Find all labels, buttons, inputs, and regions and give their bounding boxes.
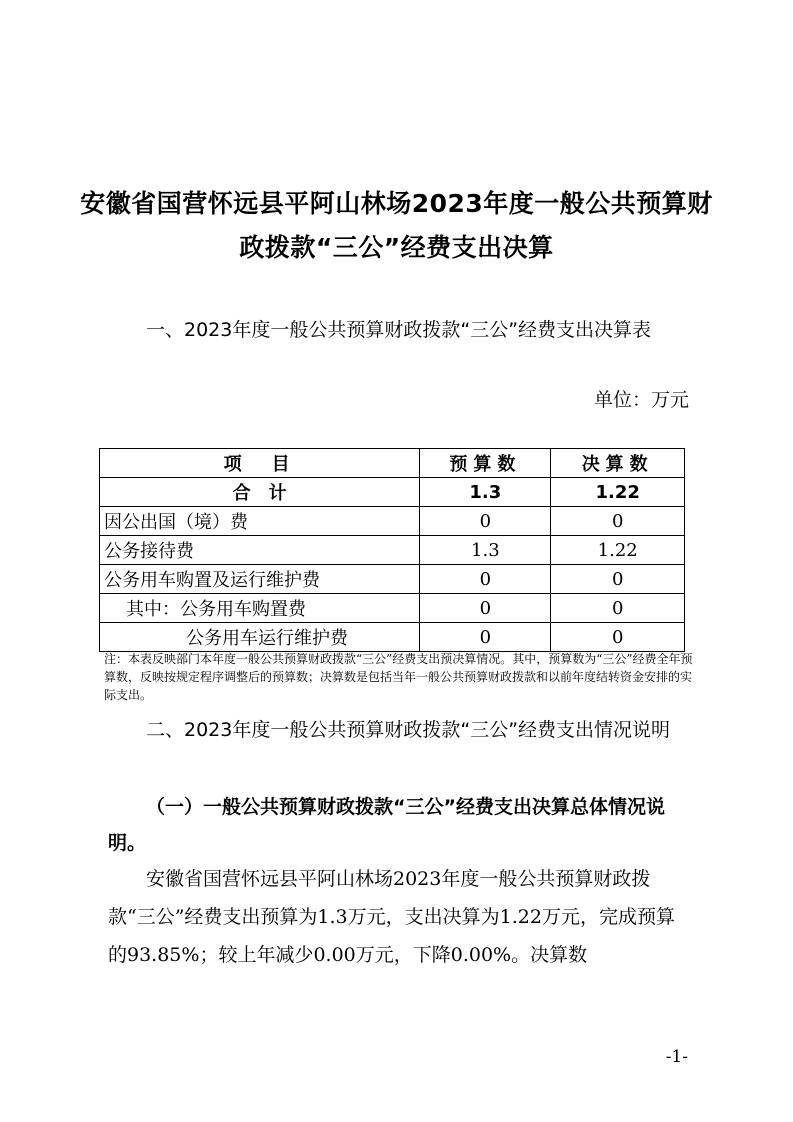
row-item: 公务接待费 xyxy=(100,536,420,565)
row-actual: 1.22 xyxy=(551,478,685,507)
document-title-line-1: 安徽省国营怀远县平阿山林场2023年度一般公共预算财 xyxy=(80,189,713,218)
table-row xyxy=(100,536,685,565)
row-budget: 0 xyxy=(420,507,551,536)
table-header-row xyxy=(100,449,685,478)
table-row xyxy=(100,507,685,536)
row-item: 公务用车运行维护费 xyxy=(100,623,420,652)
row-budget: 0 xyxy=(420,594,551,623)
table-row xyxy=(100,594,685,623)
page-number: -1- xyxy=(665,1047,688,1067)
header-item: 项 目 xyxy=(100,449,420,478)
row-actual: 1.22 xyxy=(551,536,685,565)
row-actual: 0 xyxy=(551,623,685,652)
row-budget: 1.3 xyxy=(420,478,551,507)
row-budget: 0 xyxy=(420,623,551,652)
table-row xyxy=(100,565,685,594)
subsection-1-heading: （一）一般公共预算财政拨款“三公”经费支出决算总体情况说明。 xyxy=(108,796,665,854)
table-note: 注：本表反映部门本年度一般公共预算财政拨款“三公”经费支出预决算情况。其中，预算数为“三公”经费全年预算数，反映按规定程序调整后的预算数；决算数是包括当年一般公共预算财政拨款和以前年度结转资金安排的实际支出。 xyxy=(104,652,693,702)
row-actual: 0 xyxy=(551,594,685,623)
three-public-expenses-table xyxy=(99,448,685,652)
row-budget: 0 xyxy=(420,565,551,594)
row-actual: 0 xyxy=(551,507,685,536)
header-budget: 预算数 xyxy=(420,449,551,478)
body-paragraph: 安徽省国营怀远县平阿山林场2023年度一般公共预算财政拨款“三公”经费支出预算为1.3万元，支出决算为1.22万元，完成预算的93.85%；较上年减少0.00万元，下降0.00%。决算数 xyxy=(108,868,675,966)
section-1-heading: 一、2023年度一般公共预算财政拨款“三公”经费支出决算表 xyxy=(146,319,652,341)
row-item: 其中：公务用车购置费 xyxy=(100,594,420,623)
section-2-heading: 二、2023年度一般公共预算财政拨款“三公”经费支出情况说明 xyxy=(146,719,671,741)
row-item: 公务用车购置及运行维护费 xyxy=(100,565,420,594)
row-actual: 0 xyxy=(551,565,685,594)
row-budget: 1.3 xyxy=(420,536,551,565)
table-row xyxy=(100,623,685,652)
document-title-line-2: 政拨款“三公”经费支出决算 xyxy=(239,233,554,262)
header-actual: 决算数 xyxy=(551,449,685,478)
row-item: 合 计 xyxy=(100,478,420,507)
row-item: 因公出国（境）费 xyxy=(100,507,420,536)
unit-label: 单位：万元 xyxy=(593,389,689,411)
table-row-total xyxy=(100,478,685,507)
